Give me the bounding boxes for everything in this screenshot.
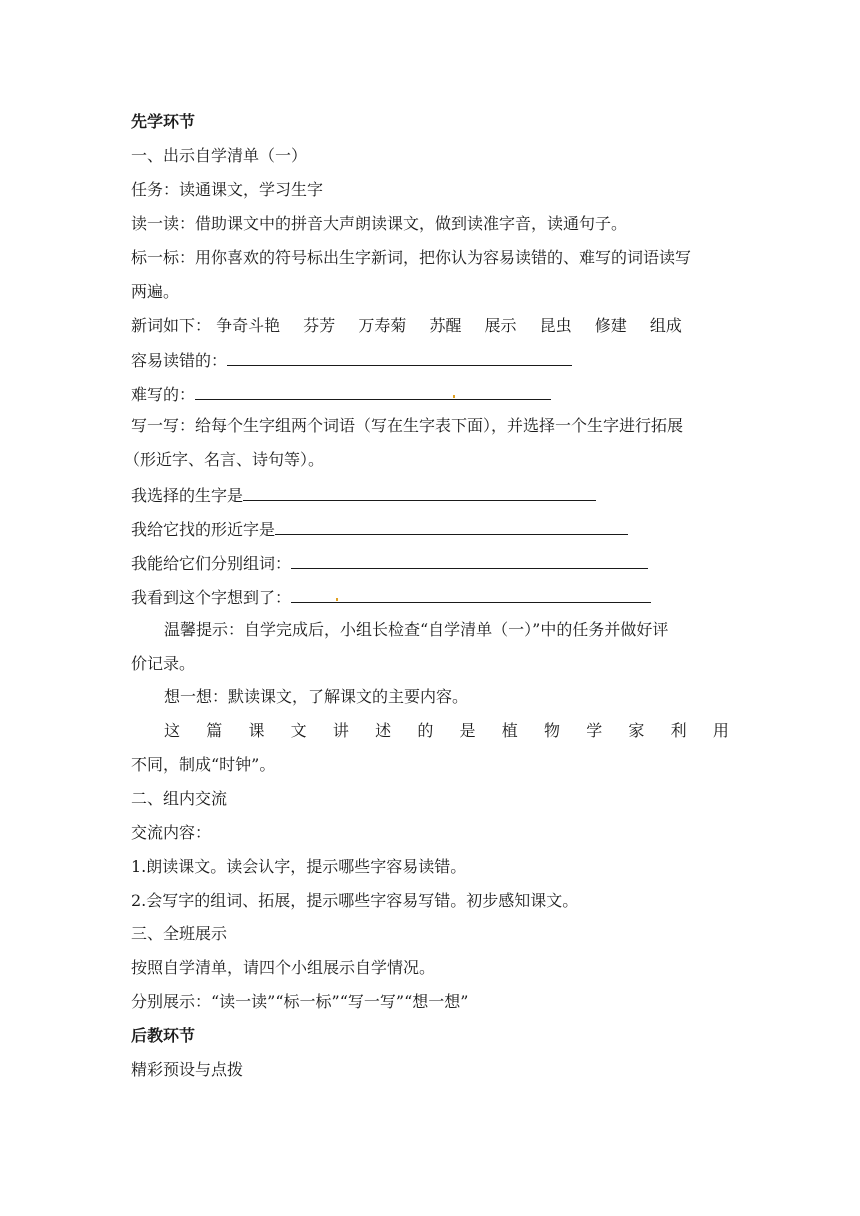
story-char: 文 <box>290 721 307 740</box>
thought-label: 我看到这个字想到了： <box>131 588 292 607</box>
task-line: 任务：读通课文，学习生字 <box>131 180 324 199</box>
chosen-char-label: 我选择的生字是 <box>131 486 244 505</box>
new-word: 展示 <box>484 316 517 335</box>
mark-line-2: 两遍。 <box>131 282 180 301</box>
new-words-line <box>131 316 700 336</box>
story-char: 家 <box>628 721 645 740</box>
story-char: 学 <box>586 721 603 740</box>
group-words-label: 我能给它们分别组词： <box>131 554 292 573</box>
story-char: 课 <box>248 721 265 740</box>
show-line-1: 按照自学清单，请四个小组展示自学情况。 <box>131 958 436 977</box>
hard-to-write-line <box>131 383 551 405</box>
part1-heading: 一、出示自学清单（一） <box>131 146 308 165</box>
story-char: 植 <box>501 721 518 740</box>
hard-to-write-label: 难写的： <box>131 385 196 404</box>
blank-underline <box>227 349 572 366</box>
ink-speck <box>336 598 338 601</box>
new-word: 万寿菊 <box>358 316 407 335</box>
new-word: 昆虫 <box>539 316 572 335</box>
story-line-1 <box>164 721 729 741</box>
easy-misread-line <box>131 349 572 371</box>
new-word: 芬芳 <box>303 316 336 335</box>
tip-line-2: 价记录。 <box>131 654 196 673</box>
read-line: 读一读：借助课文中的拼音大声朗读课文，做到读准字音，读通句子。 <box>131 214 628 233</box>
write-line-1: 写一写：给每个生字组两个词语（写在生字表下面），并选择一个生字进行拓展 <box>131 416 684 435</box>
exchange-item-2: 2.会写字的组词、拓展，提示哪些字容易写错。初步感知课文。 <box>131 891 579 910</box>
story-char: 讲 <box>332 721 349 740</box>
exchange-content-label: 交流内容： <box>131 823 212 842</box>
new-word: 修建 <box>594 316 627 335</box>
easy-misread-label: 容易读错的： <box>131 351 228 370</box>
story-char: 用 <box>712 721 729 740</box>
group-words-line <box>131 552 648 574</box>
write-line-2: （形近字、名言、诗句等）。 <box>124 450 325 469</box>
post-line-1: 精彩预设与点拨 <box>131 1060 244 1079</box>
thought-line <box>131 586 651 608</box>
story-char: 这 <box>164 721 181 740</box>
story-char: 篇 <box>206 721 223 740</box>
new-words-label: 新词如下： <box>131 316 212 335</box>
new-word: 争奇斗艳 <box>216 316 281 335</box>
story-line-2: 不同，制成“时钟”。 <box>131 755 276 774</box>
blank-underline <box>195 383 551 400</box>
new-word: 组成 <box>649 316 682 335</box>
mark-line-1: 标一标：用你喜欢的符号标出生字新词，把你认为容易读错的、难写的词语读写 <box>131 248 692 267</box>
part3-heading: 三、全班展示 <box>131 924 228 943</box>
exchange-item-1: 1.朗读课文。读会认字，提示哪些字容易读错。 <box>131 857 467 876</box>
chosen-char-line <box>131 484 596 506</box>
tip-line-1: 温馨提示：自学完成后，小组长检查“自学清单（一）”中的任务并做好评 <box>164 620 669 639</box>
blank-underline <box>243 484 596 501</box>
story-char: 利 <box>670 721 687 740</box>
similar-char-label: 我给它找的形近字是 <box>131 520 276 539</box>
blank-underline <box>275 518 628 535</box>
story-char: 是 <box>459 721 476 740</box>
section-title-post-teaching: 后教环节 <box>131 1026 196 1045</box>
show-line-2: 分别展示：“读一读”“标一标”“写一写”“想一想” <box>131 992 469 1011</box>
think-line: 想一想：默读课文，了解课文的主要内容。 <box>164 687 469 706</box>
part2-heading: 二、组内交流 <box>131 789 228 808</box>
new-word: 苏醒 <box>429 316 462 335</box>
story-char: 的 <box>417 721 434 740</box>
blank-underline <box>291 552 648 569</box>
ink-speck <box>453 395 455 398</box>
section-title-pre-learning: 先学环节 <box>131 112 196 131</box>
story-char: 物 <box>543 721 560 740</box>
blank-underline <box>291 586 651 603</box>
similar-char-line <box>131 518 628 540</box>
story-char: 述 <box>375 721 392 740</box>
